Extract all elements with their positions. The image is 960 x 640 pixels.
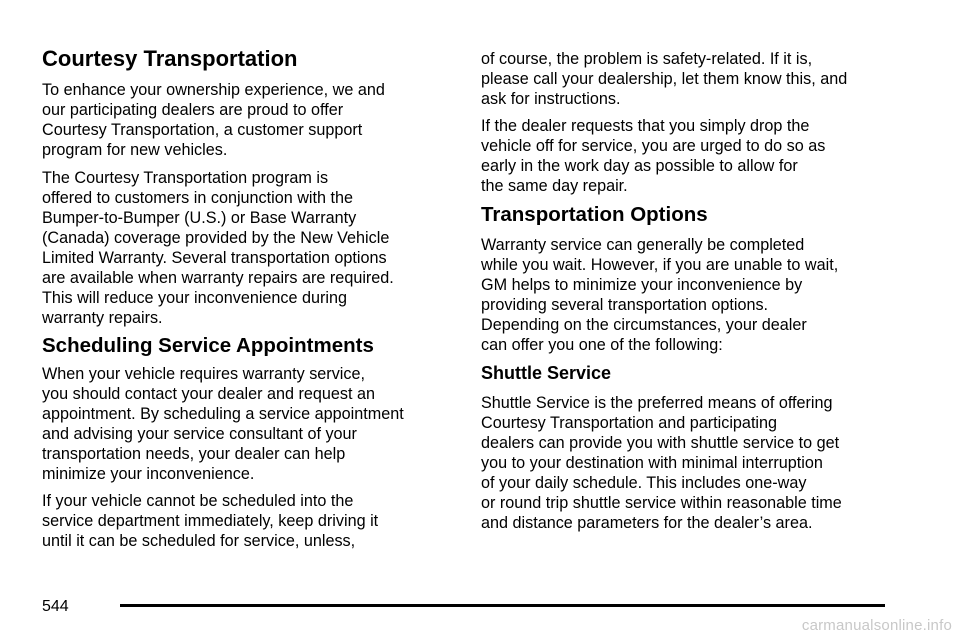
text-line: our participating dealers are proud to offer xyxy=(42,101,344,119)
text-line: the same day repair. xyxy=(481,177,628,195)
text-line: Limited Warranty. Several transportation options xyxy=(42,249,387,267)
text-line: transportation needs, your dealer can help xyxy=(42,445,346,463)
text-line: GM helps to minimize your inconvenience by xyxy=(481,276,803,294)
text-line: This will reduce your inconvenience during xyxy=(42,289,348,307)
text-line: and distance parameters for the dealer’s area. xyxy=(481,514,813,532)
text-line: If your vehicle cannot be scheduled into the xyxy=(42,492,354,510)
text-line: or round trip shuttle service within reasonable time xyxy=(481,494,842,512)
watermark-text: carmanualsonline.info xyxy=(801,617,952,634)
text-line: Courtesy Transportation, a customer support xyxy=(42,121,363,139)
text-line: minimize your inconvenience. xyxy=(42,465,255,483)
text-line: program for new vehicles. xyxy=(42,141,228,159)
text-line: can offer you one of the following: xyxy=(481,336,723,354)
text-line: you to your destination with minimal interruption xyxy=(481,454,823,472)
text-line: appointment. By scheduling a service appointment xyxy=(42,405,404,423)
text-line: please call your dealership, let them know this, and xyxy=(481,70,848,88)
text-line: vehicle off for service, you are urged to do so as xyxy=(481,137,826,155)
heading-transportation-options: Transportation Options xyxy=(481,203,708,226)
text-line: offered to customers in conjunction with the xyxy=(42,189,354,207)
text-line: service department immediately, keep driving it xyxy=(42,512,379,530)
text-line: are available when warranty repairs are required. xyxy=(42,269,394,287)
text-line: until it can be scheduled for service, unless, xyxy=(42,532,356,550)
text-line: Warranty service can generally be completed xyxy=(481,236,805,254)
text-line: of your daily schedule. This includes one-way xyxy=(481,474,807,492)
text-line: and advising your service consultant of your xyxy=(42,425,357,443)
text-line: When your vehicle requires warranty service, xyxy=(42,365,365,383)
heading-courtesy-transportation: Courtesy Transportation xyxy=(42,46,298,71)
text-line: Depending on the circumstances, your dealer xyxy=(481,316,807,334)
text-line: (Canada) coverage provided by the New Vehicle xyxy=(42,229,390,247)
text-line: To enhance your ownership experience, we and xyxy=(42,81,385,99)
text-line: The Courtesy Transportation program is xyxy=(42,169,329,187)
footer-rule xyxy=(120,604,885,607)
text-line: Bumper-to-Bumper (U.S.) or Base Warranty xyxy=(42,209,357,227)
text-line: Courtesy Transportation and participating xyxy=(481,414,778,432)
text-line: ask for instructions. xyxy=(481,90,621,108)
text-line: early in the work day as possible to allow for xyxy=(481,157,798,175)
page-number: 544 xyxy=(42,598,69,615)
heading-scheduling-service-appointments: Scheduling Service Appointments xyxy=(42,334,374,357)
text-line: If the dealer requests that you simply drop the xyxy=(481,117,810,135)
text-line: while you wait. However, if you are unable to wait, xyxy=(481,256,839,274)
text-line: providing several transportation options. xyxy=(481,296,769,314)
text-line: Shuttle Service is the preferred means of offering xyxy=(481,394,833,412)
text-line: dealers can provide you with shuttle service to get xyxy=(481,434,840,452)
heading-shuttle-service: Shuttle Service xyxy=(481,363,612,383)
text-line: you should contact your dealer and request an xyxy=(42,385,375,403)
text-line: warranty repairs. xyxy=(42,309,163,327)
text-line: of course, the problem is safety-related. If it is, xyxy=(481,50,813,68)
